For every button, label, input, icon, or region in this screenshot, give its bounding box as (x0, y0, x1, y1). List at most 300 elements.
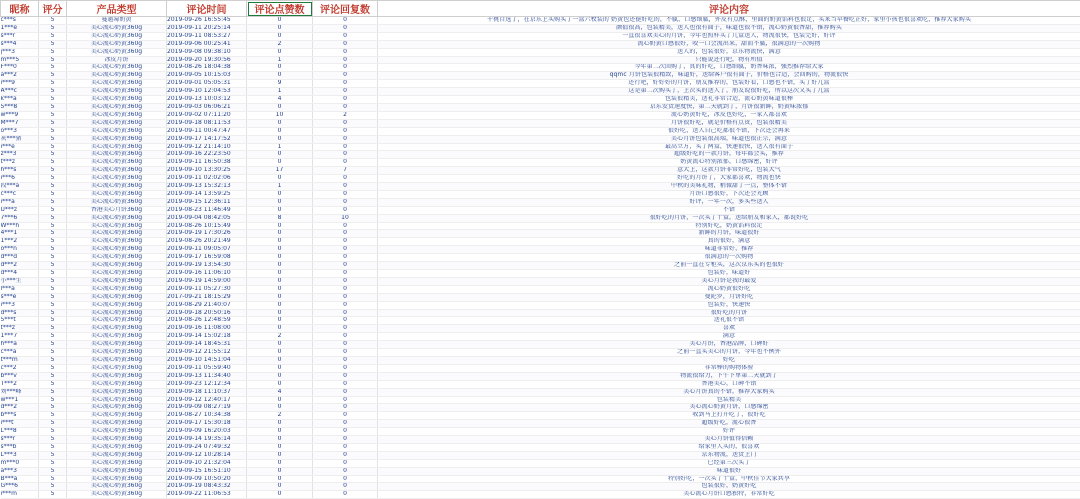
table-row[interactable] (1, 483, 1080, 491)
cell-reply-count[interactable]: 0 (313, 325, 378, 333)
cell-comment-time[interactable]: 2019-09-11 16:50:38 (167, 159, 247, 167)
cell-comment-time[interactable]: 2019-09-17 16:59:08 (167, 254, 247, 262)
cell-like-count[interactable]: 0 (247, 64, 313, 72)
table-row[interactable] (1, 262, 1080, 270)
cell-like-count[interactable]: 0 (247, 309, 313, 317)
cell-like-count[interactable]: 8 (247, 214, 313, 222)
cell-like-count[interactable]: 0 (247, 428, 313, 436)
table-row[interactable] (1, 301, 1080, 309)
table-row[interactable] (1, 80, 1080, 88)
cell-score[interactable]: 5 (39, 32, 67, 40)
table-row[interactable] (1, 459, 1080, 467)
cell-reply-count[interactable]: 0 (313, 443, 378, 451)
cell-reply-count[interactable]: 0 (313, 183, 378, 191)
cell-comment-time[interactable]: 2019-08-29 21:40:07 (167, 301, 247, 309)
cell-reply-count[interactable]: 0 (313, 483, 378, 491)
cell-score[interactable]: 5 (39, 190, 67, 198)
cell-product-type[interactable]: 美心流心奶黄360g (67, 96, 167, 104)
table-row[interactable] (1, 420, 1080, 428)
table-row[interactable] (1, 246, 1080, 254)
table-row[interactable] (1, 143, 1080, 151)
cell-comment-content[interactable]: 收到马上打开吃了，很好吃 (378, 412, 1080, 420)
cell-score[interactable]: 5 (39, 96, 67, 104)
cell-comment-time[interactable]: 2019-09-02 07:11:20 (167, 111, 247, 119)
table-row[interactable] (1, 388, 1080, 396)
cell-reply-count[interactable]: 0 (313, 491, 378, 499)
cell-reply-count[interactable]: 0 (313, 428, 378, 436)
cell-score[interactable]: 5 (39, 80, 67, 88)
table-row[interactable] (1, 103, 1080, 111)
cell-comment-content[interactable]: 香港美心，口碑不错 (378, 380, 1080, 388)
table-row[interactable] (1, 364, 1080, 372)
cell-comment-content[interactable]: 超级好吃，流心很香 (378, 420, 1080, 428)
cell-comment-content[interactable]: 特别好吃，奶黄馅料很足 (378, 222, 1080, 230)
cell-product-type[interactable]: 美心流心奶黄360g (67, 341, 167, 349)
cell-reply-count[interactable]: 0 (313, 222, 378, 230)
cell-comment-time[interactable]: 2019-09-12 12:40:17 (167, 396, 247, 404)
cell-reply-count[interactable]: 0 (313, 341, 378, 349)
cell-reply-count[interactable]: 0 (313, 190, 378, 198)
cell-comment-content[interactable]: 京东物流，送货上门 (378, 451, 1080, 459)
cell-comment-time[interactable]: 2019-09-10 21:32:04 (167, 459, 247, 467)
cell-reply-count[interactable]: 0 (313, 459, 378, 467)
table-row[interactable] (1, 230, 1080, 238)
cell-reply-count[interactable]: 0 (313, 32, 378, 40)
cell-reply-count[interactable]: 0 (313, 159, 378, 167)
cell-product-type[interactable]: 美心流心奶黄360g (67, 349, 167, 357)
cell-comment-time[interactable]: 2019-09-14 15:02:18 (167, 333, 247, 341)
cell-reply-count[interactable]: 0 (313, 262, 378, 270)
cell-reply-count[interactable]: 0 (313, 293, 378, 301)
cell-like-count[interactable]: 0 (247, 325, 313, 333)
table-row[interactable] (1, 167, 1080, 175)
cell-like-count[interactable]: 4 (247, 96, 313, 104)
table-row[interactable] (1, 380, 1080, 388)
cell-product-type[interactable]: 美心流心奶黄360g (67, 388, 167, 396)
cell-score[interactable]: 5 (39, 301, 67, 309)
cell-product-type[interactable]: 美心流心奶黄360g (67, 135, 167, 143)
cell-comment-content[interactable]: 之前一直在专柜买，这次京东买的也很好 (378, 262, 1080, 270)
table-row[interactable] (1, 325, 1080, 333)
cell-product-type[interactable]: 美心流心奶黄360g (67, 151, 167, 159)
cell-score[interactable]: 5 (39, 341, 67, 349)
cell-score[interactable]: 5 (39, 333, 67, 341)
cell-comment-content[interactable]: 真的很好，满意 (378, 238, 1080, 246)
table-row[interactable] (1, 317, 1080, 325)
cell-comment-time[interactable]: 2019-09-20 19:30:56 (167, 56, 247, 64)
cell-comment-time[interactable]: 2019-09-08 09:38:10 (167, 48, 247, 56)
cell-like-count[interactable]: 0 (247, 17, 313, 25)
header-comment-time[interactable]: 评论时间 (167, 1, 247, 17)
cell-comment-time[interactable]: 2019-09-19 13:54:30 (167, 262, 247, 270)
cell-comment-content[interactable]: 月饼口感很好，下次还会光顾 (378, 190, 1080, 198)
cell-reply-count[interactable]: 0 (313, 396, 378, 404)
cell-product-type[interactable]: 美心流心奶黄360g (67, 40, 167, 48)
cell-product-type[interactable]: 美心流心奶黄360g (67, 277, 167, 285)
cell-nickname[interactable]: i***3 (1, 301, 39, 309)
cell-score[interactable]: 5 (39, 325, 67, 333)
cell-like-count[interactable]: 0 (247, 206, 313, 214)
cell-score[interactable]: 5 (39, 317, 67, 325)
cell-score[interactable]: 5 (39, 24, 67, 32)
cell-product-type[interactable]: 美心流心奶黄360g (67, 491, 167, 499)
cell-score[interactable]: 5 (39, 238, 67, 246)
cell-reply-count[interactable]: 0 (313, 151, 378, 159)
cell-reply-count[interactable]: 0 (313, 404, 378, 412)
cell-nickname[interactable]: w***1 (1, 396, 39, 404)
table-row[interactable] (1, 96, 1080, 104)
table-row[interactable] (1, 404, 1080, 412)
table-row[interactable] (1, 349, 1080, 357)
table-row[interactable] (1, 356, 1080, 364)
cell-score[interactable]: 5 (39, 64, 67, 72)
cell-comment-content[interactable]: 只能说还行吧，物有所值 (378, 56, 1080, 64)
cell-score[interactable]: 5 (39, 364, 67, 372)
cell-score[interactable]: 5 (39, 404, 67, 412)
cell-product-type[interactable]: 美心流心奶黄360g (67, 88, 167, 96)
cell-comment-content[interactable]: 很满意的一次购物 (378, 254, 1080, 262)
table-row[interactable] (1, 428, 1080, 436)
cell-like-count[interactable]: 0 (247, 451, 313, 459)
cell-reply-count[interactable]: 0 (313, 88, 378, 96)
cell-product-type[interactable]: 冰皮月饼 (67, 56, 167, 64)
cell-product-type[interactable]: 美心流心奶黄360g (67, 404, 167, 412)
cell-comment-time[interactable]: 2019-08-27 10:34:38 (167, 412, 247, 420)
cell-like-count[interactable]: 0 (247, 151, 313, 159)
cell-comment-content[interactable]: 美心流心月饼口感独特，非常好吃 (378, 491, 1080, 499)
cell-like-count[interactable]: 0 (247, 48, 313, 56)
cell-score[interactable]: 5 (39, 396, 67, 404)
header-nickname[interactable]: 昵称 (1, 1, 39, 17)
cell-comment-time[interactable]: 2019-09-12 10:28:14 (167, 451, 247, 459)
cell-reply-count[interactable]: 0 (313, 356, 378, 364)
cell-like-count[interactable]: 0 (247, 159, 313, 167)
cell-score[interactable]: 5 (39, 356, 67, 364)
cell-nickname[interactable]: F***0 (1, 64, 39, 72)
cell-like-count[interactable]: 0 (247, 301, 313, 309)
cell-reply-count[interactable]: 0 (313, 72, 378, 80)
cell-comment-time[interactable]: 2019-09-05 10:15:03 (167, 72, 247, 80)
cell-comment-time[interactable]: 2019-09-15 12:36:11 (167, 198, 247, 206)
cell-like-count[interactable]: 0 (247, 32, 313, 40)
cell-comment-time[interactable]: 2019-09-04 08:42:05 (167, 214, 247, 222)
cell-product-type[interactable]: 美心流心奶黄360g (67, 167, 167, 175)
header-comment-content[interactable]: 评论内容 (378, 1, 1080, 17)
cell-comment-content[interactable]: 非常棒的购物体验 (378, 364, 1080, 372)
cell-like-count[interactable]: 1 (247, 183, 313, 191)
cell-comment-content[interactable]: 很好吃的月饼 (378, 309, 1080, 317)
cell-nickname[interactable]: w***9 (1, 111, 39, 119)
cell-comment-content[interactable]: 流心奶黄很好吃 (378, 285, 1080, 293)
cell-score[interactable]: 5 (39, 135, 67, 143)
cell-score[interactable]: 5 (39, 119, 67, 127)
cell-score[interactable]: 5 (39, 254, 67, 262)
cell-comment-content[interactable]: 包装好，快递快 (378, 301, 1080, 309)
cell-nickname[interactable]: 段***a (1, 183, 39, 191)
cell-product-type[interactable]: 美心流心奶黄360g (67, 428, 167, 436)
cell-comment-time[interactable]: 2019-09-09 16:20:03 (167, 428, 247, 436)
cell-product-type[interactable]: 香港美心月饼360g (67, 206, 167, 214)
header-score[interactable]: 评分 (39, 1, 67, 17)
cell-score[interactable]: 5 (39, 167, 67, 175)
cell-comment-time[interactable]: 2019-08-26 12:48:59 (167, 317, 247, 325)
cell-comment-content[interactable]: 这是第二次购买了，上次买的送人了，朋友说很好吃，所以这次又买了几盒 (378, 88, 1080, 96)
cell-reply-count[interactable]: 0 (313, 254, 378, 262)
cell-comment-time[interactable]: 2019-09-19 17:30:26 (167, 230, 247, 238)
cell-reply-count[interactable]: 0 (313, 175, 378, 183)
cell-score[interactable]: 5 (39, 262, 67, 270)
cell-comment-time[interactable]: 2019-09-18 11:10:37 (167, 388, 247, 396)
cell-comment-content[interactable]: 流心奶黄好吃，冰皮也好吃，一家人都喜欢 (378, 111, 1080, 119)
cell-reply-count[interactable]: 0 (313, 349, 378, 357)
cell-like-count[interactable]: 1 (247, 88, 313, 96)
cell-comment-time[interactable]: 2019-09-11 08:53:27 (167, 32, 247, 40)
cell-product-type[interactable]: 美心流心奶黄360g (67, 190, 167, 198)
cell-comment-content[interactable]: 美心月饼包装很高端，味道也很正宗，满意 (378, 135, 1080, 143)
cell-like-count[interactable]: 0 (247, 127, 313, 135)
cell-reply-count[interactable]: 0 (313, 48, 378, 56)
cell-like-count[interactable]: 2 (247, 412, 313, 420)
cell-score[interactable]: 5 (39, 183, 67, 191)
cell-nickname[interactable]: h***s (1, 167, 39, 175)
cell-product-type[interactable]: 美心流心奶黄360g (67, 238, 167, 246)
cell-nickname[interactable]: s***4 (1, 40, 39, 48)
cell-reply-count[interactable]: 0 (313, 143, 378, 151)
cell-comment-time[interactable]: 2019-09-09 10:50:20 (167, 475, 247, 483)
cell-score[interactable]: 5 (39, 111, 67, 119)
cell-comment-content[interactable]: 之前一直买美心的月饼，今年也不例外 (378, 349, 1080, 357)
cell-comment-time[interactable]: 2019-09-06 00:25:41 (167, 40, 247, 48)
table-row[interactable] (1, 443, 1080, 451)
cell-comment-time[interactable]: 2019-09-17 14:17:52 (167, 135, 247, 143)
cell-score[interactable]: 5 (39, 309, 67, 317)
cell-reply-count[interactable]: 0 (313, 64, 378, 72)
cell-product-type[interactable]: 美心流心奶黄360g (67, 103, 167, 111)
cell-score[interactable]: 5 (39, 428, 67, 436)
cell-nickname[interactable]: s***r (1, 436, 39, 444)
cell-product-type[interactable]: 美心流心奶黄360g (67, 262, 167, 270)
cell-reply-count[interactable]: 0 (313, 17, 378, 25)
cell-comment-content[interactable]: 好评 (378, 428, 1080, 436)
cell-score[interactable]: 5 (39, 372, 67, 380)
cell-comment-content[interactable]: 给家里人买的，很喜欢 (378, 443, 1080, 451)
cell-score[interactable]: 5 (39, 277, 67, 285)
cell-comment-content[interactable]: 很好吃，送人自己吃都很不错，下次还会再来 (378, 127, 1080, 135)
cell-comment-content[interactable]: 中秋的美味礼物，稍微甜了一点，整体不错 (378, 183, 1080, 191)
cell-reply-count[interactable]: 2 (313, 111, 378, 119)
cell-score[interactable]: 5 (39, 451, 67, 459)
cell-comment-time[interactable]: 2019-09-09 08:27:19 (167, 404, 247, 412)
header-reply-count[interactable]: 评论回复数 (313, 1, 378, 17)
cell-product-type[interactable]: 美心流心奶黄360g (67, 80, 167, 88)
cell-comment-content[interactable]: 已经第三次买了 (378, 459, 1080, 467)
cell-reply-count[interactable]: 0 (313, 301, 378, 309)
cell-nickname[interactable]: U***z (1, 206, 39, 214)
cell-comment-time[interactable]: 2019-09-16 11:08:00 (167, 325, 247, 333)
cell-nickname[interactable]: d***2 (1, 262, 39, 270)
cell-product-type[interactable]: 美心流心奶黄360g (67, 159, 167, 167)
cell-comment-content[interactable]: 流心奶黄口感很好，咬一口会流出来，甜而不腻，很满意的一次购物 (378, 40, 1080, 48)
cell-nickname[interactable]: W***h (1, 222, 39, 230)
cell-comment-content[interactable]: 味道很好 (378, 467, 1080, 475)
cell-product-type[interactable]: 美心流心奶黄360g (67, 254, 167, 262)
cell-reply-count[interactable]: 0 (313, 475, 378, 483)
cell-like-count[interactable]: 1 (247, 56, 313, 64)
cell-product-type[interactable]: 美心流心奶黄360g (67, 246, 167, 254)
cell-like-count[interactable]: 1 (247, 143, 313, 151)
cell-reply-count[interactable]: 0 (313, 388, 378, 396)
cell-reply-count[interactable]: 0 (313, 119, 378, 127)
cell-comment-content[interactable]: 美心流心奶黄月饼，口感绵密 (378, 404, 1080, 412)
cell-like-count[interactable]: 0 (247, 364, 313, 372)
cell-nickname[interactable]: b***v (1, 372, 39, 380)
cell-product-type[interactable]: 美心流心奶黄360g (67, 214, 167, 222)
cell-comment-content[interactable]: 曼陀罗，月饼好吃 (378, 293, 1080, 301)
cell-comment-time[interactable]: 2019-09-17 15:30:18 (167, 420, 247, 428)
cell-comment-time[interactable]: 2019-09-24 07:49:32 (167, 443, 247, 451)
cell-comment-time[interactable]: 2019-08-26 10:15:49 (167, 222, 247, 230)
cell-comment-content[interactable]: 送人的，包装很好，京东物流快，满意 (378, 48, 1080, 56)
cell-comment-content[interactable]: 新鲜的月饼，味道很好 (378, 230, 1080, 238)
cell-comment-content[interactable]: 奶黄流心特别浓郁，口感绵密，好评 (378, 159, 1080, 167)
cell-comment-content[interactable]: 包装精美 (378, 396, 1080, 404)
cell-like-count[interactable]: 0 (247, 356, 313, 364)
cell-nickname[interactable]: L***3 (1, 451, 39, 459)
cell-comment-time[interactable]: 2019-08-26 18:04:38 (167, 64, 247, 72)
cell-like-count[interactable]: 2 (247, 333, 313, 341)
table-row[interactable] (1, 309, 1080, 317)
cell-comment-time[interactable]: 2019-09-26 16:55:45 (167, 17, 247, 25)
cell-like-count[interactable]: 0 (247, 443, 313, 451)
cell-nickname[interactable]: b***s (1, 412, 39, 420)
cell-reply-count[interactable]: 0 (313, 206, 378, 214)
cell-product-type[interactable]: 美心流心奶黄360g (67, 143, 167, 151)
cell-like-count[interactable]: 2 (247, 40, 313, 48)
cell-nickname[interactable]: t***z (1, 159, 39, 167)
cell-comment-time[interactable]: 2019-09-22 11:06:53 (167, 491, 247, 499)
cell-comment-content[interactable]: 送礼很不错 (378, 317, 1080, 325)
cell-comment-time[interactable]: 2019-09-11 05:59:40 (167, 364, 247, 372)
cell-nickname[interactable]: c***s (1, 17, 39, 25)
cell-reply-count[interactable]: 0 (313, 420, 378, 428)
cell-comment-time[interactable]: 2019-09-11 05:27:30 (167, 285, 247, 293)
cell-product-type[interactable]: 美心流心奶黄360g (67, 380, 167, 388)
cell-comment-time[interactable]: 2019-08-23 11:46:49 (167, 206, 247, 214)
header-product-type[interactable]: 产品类型 (67, 1, 167, 17)
cell-score[interactable]: 5 (39, 143, 67, 151)
cell-nickname[interactable]: i***m (1, 491, 39, 499)
cell-product-type[interactable]: 美心流心奶黄360g (67, 270, 167, 278)
cell-reply-count[interactable]: 0 (313, 127, 378, 135)
cell-comment-time[interactable]: 2019-08-26 20:21:49 (167, 238, 247, 246)
cell-comment-time[interactable]: 2019-09-11 09:05:07 (167, 246, 247, 254)
cell-nickname[interactable]: c***c (1, 190, 39, 198)
cell-comment-content[interactable]: 满意 (378, 333, 1080, 341)
table-row[interactable] (1, 88, 1080, 96)
cell-comment-time[interactable]: 2019-09-11 00:47:47 (167, 127, 247, 135)
cell-score[interactable]: 5 (39, 285, 67, 293)
cell-comment-content[interactable]: 好吃的月饼了，大家都喜欢，物流也快 (378, 175, 1080, 183)
cell-nickname[interactable]: B***a (1, 475, 39, 483)
cell-reply-count[interactable]: 0 (313, 246, 378, 254)
cell-reply-count[interactable]: 0 (313, 467, 378, 475)
cell-like-count[interactable]: 0 (247, 230, 313, 238)
cell-comment-content[interactable]: 包装很精美，送礼非常合适，流心奶黄味道很棒 (378, 96, 1080, 104)
cell-like-count[interactable]: 0 (247, 254, 313, 262)
cell-product-type[interactable]: 美心流心奶黄360g (67, 372, 167, 380)
cell-like-count[interactable]: 0 (247, 483, 313, 491)
cell-product-type[interactable]: 美心流心奶黄360g (67, 222, 167, 230)
cell-comment-time[interactable]: 2019-09-01 05:05:31 (167, 80, 247, 88)
cell-score[interactable]: 5 (39, 72, 67, 80)
table-row[interactable] (1, 56, 1080, 64)
cell-like-count[interactable]: 0 (247, 420, 313, 428)
cell-reply-count[interactable]: 0 (313, 56, 378, 64)
cell-product-type[interactable]: 美心流心奶黄360g (67, 451, 167, 459)
cell-nickname[interactable]: G***6 (1, 483, 39, 491)
table-row[interactable] (1, 285, 1080, 293)
cell-reply-count[interactable]: 0 (313, 380, 378, 388)
cell-product-type[interactable]: 美心流心奶黄360g (67, 48, 167, 56)
cell-nickname[interactable]: j***3 (1, 48, 39, 56)
cell-score[interactable]: 5 (39, 459, 67, 467)
table-row[interactable] (1, 119, 1080, 127)
cell-reply-count[interactable]: 0 (313, 277, 378, 285)
cell-score[interactable]: 5 (39, 56, 67, 64)
cell-nickname[interactable]: 小***生 (1, 277, 39, 285)
cell-comment-time[interactable]: 2019-09-18 20:50:16 (167, 309, 247, 317)
cell-product-type[interactable]: 美心流心奶黄360g (67, 309, 167, 317)
cell-comment-time[interactable]: 2019-09-16 11:06:10 (167, 270, 247, 278)
cell-nickname[interactable]: m***5 (1, 56, 39, 64)
cell-score[interactable]: 5 (39, 349, 67, 357)
cell-score[interactable]: 5 (39, 483, 67, 491)
table-row[interactable] (1, 40, 1080, 48)
cell-like-count[interactable]: 0 (247, 246, 313, 254)
cell-reply-count[interactable]: 10 (313, 214, 378, 222)
table-row[interactable] (1, 467, 1080, 475)
cell-comment-time[interactable]: 2019-09-13 10:03:12 (167, 96, 247, 104)
table-row[interactable] (1, 72, 1080, 80)
cell-product-type[interactable]: 蔓越莓奶黄 (67, 17, 167, 25)
cell-product-type[interactable]: 美心流心奶黄360g (67, 175, 167, 183)
table-row[interactable] (1, 17, 1080, 25)
cell-comment-content[interactable]: 味道非常好，推荐 (378, 246, 1080, 254)
cell-comment-content[interactable]: 一直很喜欢美心的月饼，今年也照样买了几盒送人，物流很快，包装完好，好评 (378, 32, 1080, 40)
table-row[interactable] (1, 222, 1080, 230)
table-row[interactable] (1, 475, 1080, 483)
cell-nickname[interactable]: t***m (1, 356, 39, 364)
cell-nickname[interactable]: i***6 (1, 175, 39, 183)
cell-nickname[interactable]: A***c (1, 88, 39, 96)
cell-nickname[interactable]: a***2 (1, 72, 39, 80)
cell-reply-count[interactable]: 7 (313, 167, 378, 175)
cell-nickname[interactable]: c***2 (1, 364, 39, 372)
cell-nickname[interactable]: 7***6 (1, 214, 39, 222)
cell-product-type[interactable]: 美心流心奶黄360g (67, 285, 167, 293)
cell-score[interactable]: 5 (39, 270, 67, 278)
cell-comment-content[interactable]: 美心月饼是我的最爱 (378, 277, 1080, 285)
cell-like-count[interactable]: 0 (247, 349, 313, 357)
cell-nickname[interactable]: s***r (1, 32, 39, 40)
cell-nickname[interactable]: 1***7 (1, 333, 39, 341)
cell-reply-count[interactable]: 0 (313, 198, 378, 206)
table-row[interactable] (1, 333, 1080, 341)
cell-product-type[interactable]: 美心流心奶黄360g (67, 436, 167, 444)
cell-like-count[interactable]: 4 (247, 388, 313, 396)
cell-nickname[interactable]: 1***2 (1, 238, 39, 246)
cell-score[interactable]: 5 (39, 175, 67, 183)
